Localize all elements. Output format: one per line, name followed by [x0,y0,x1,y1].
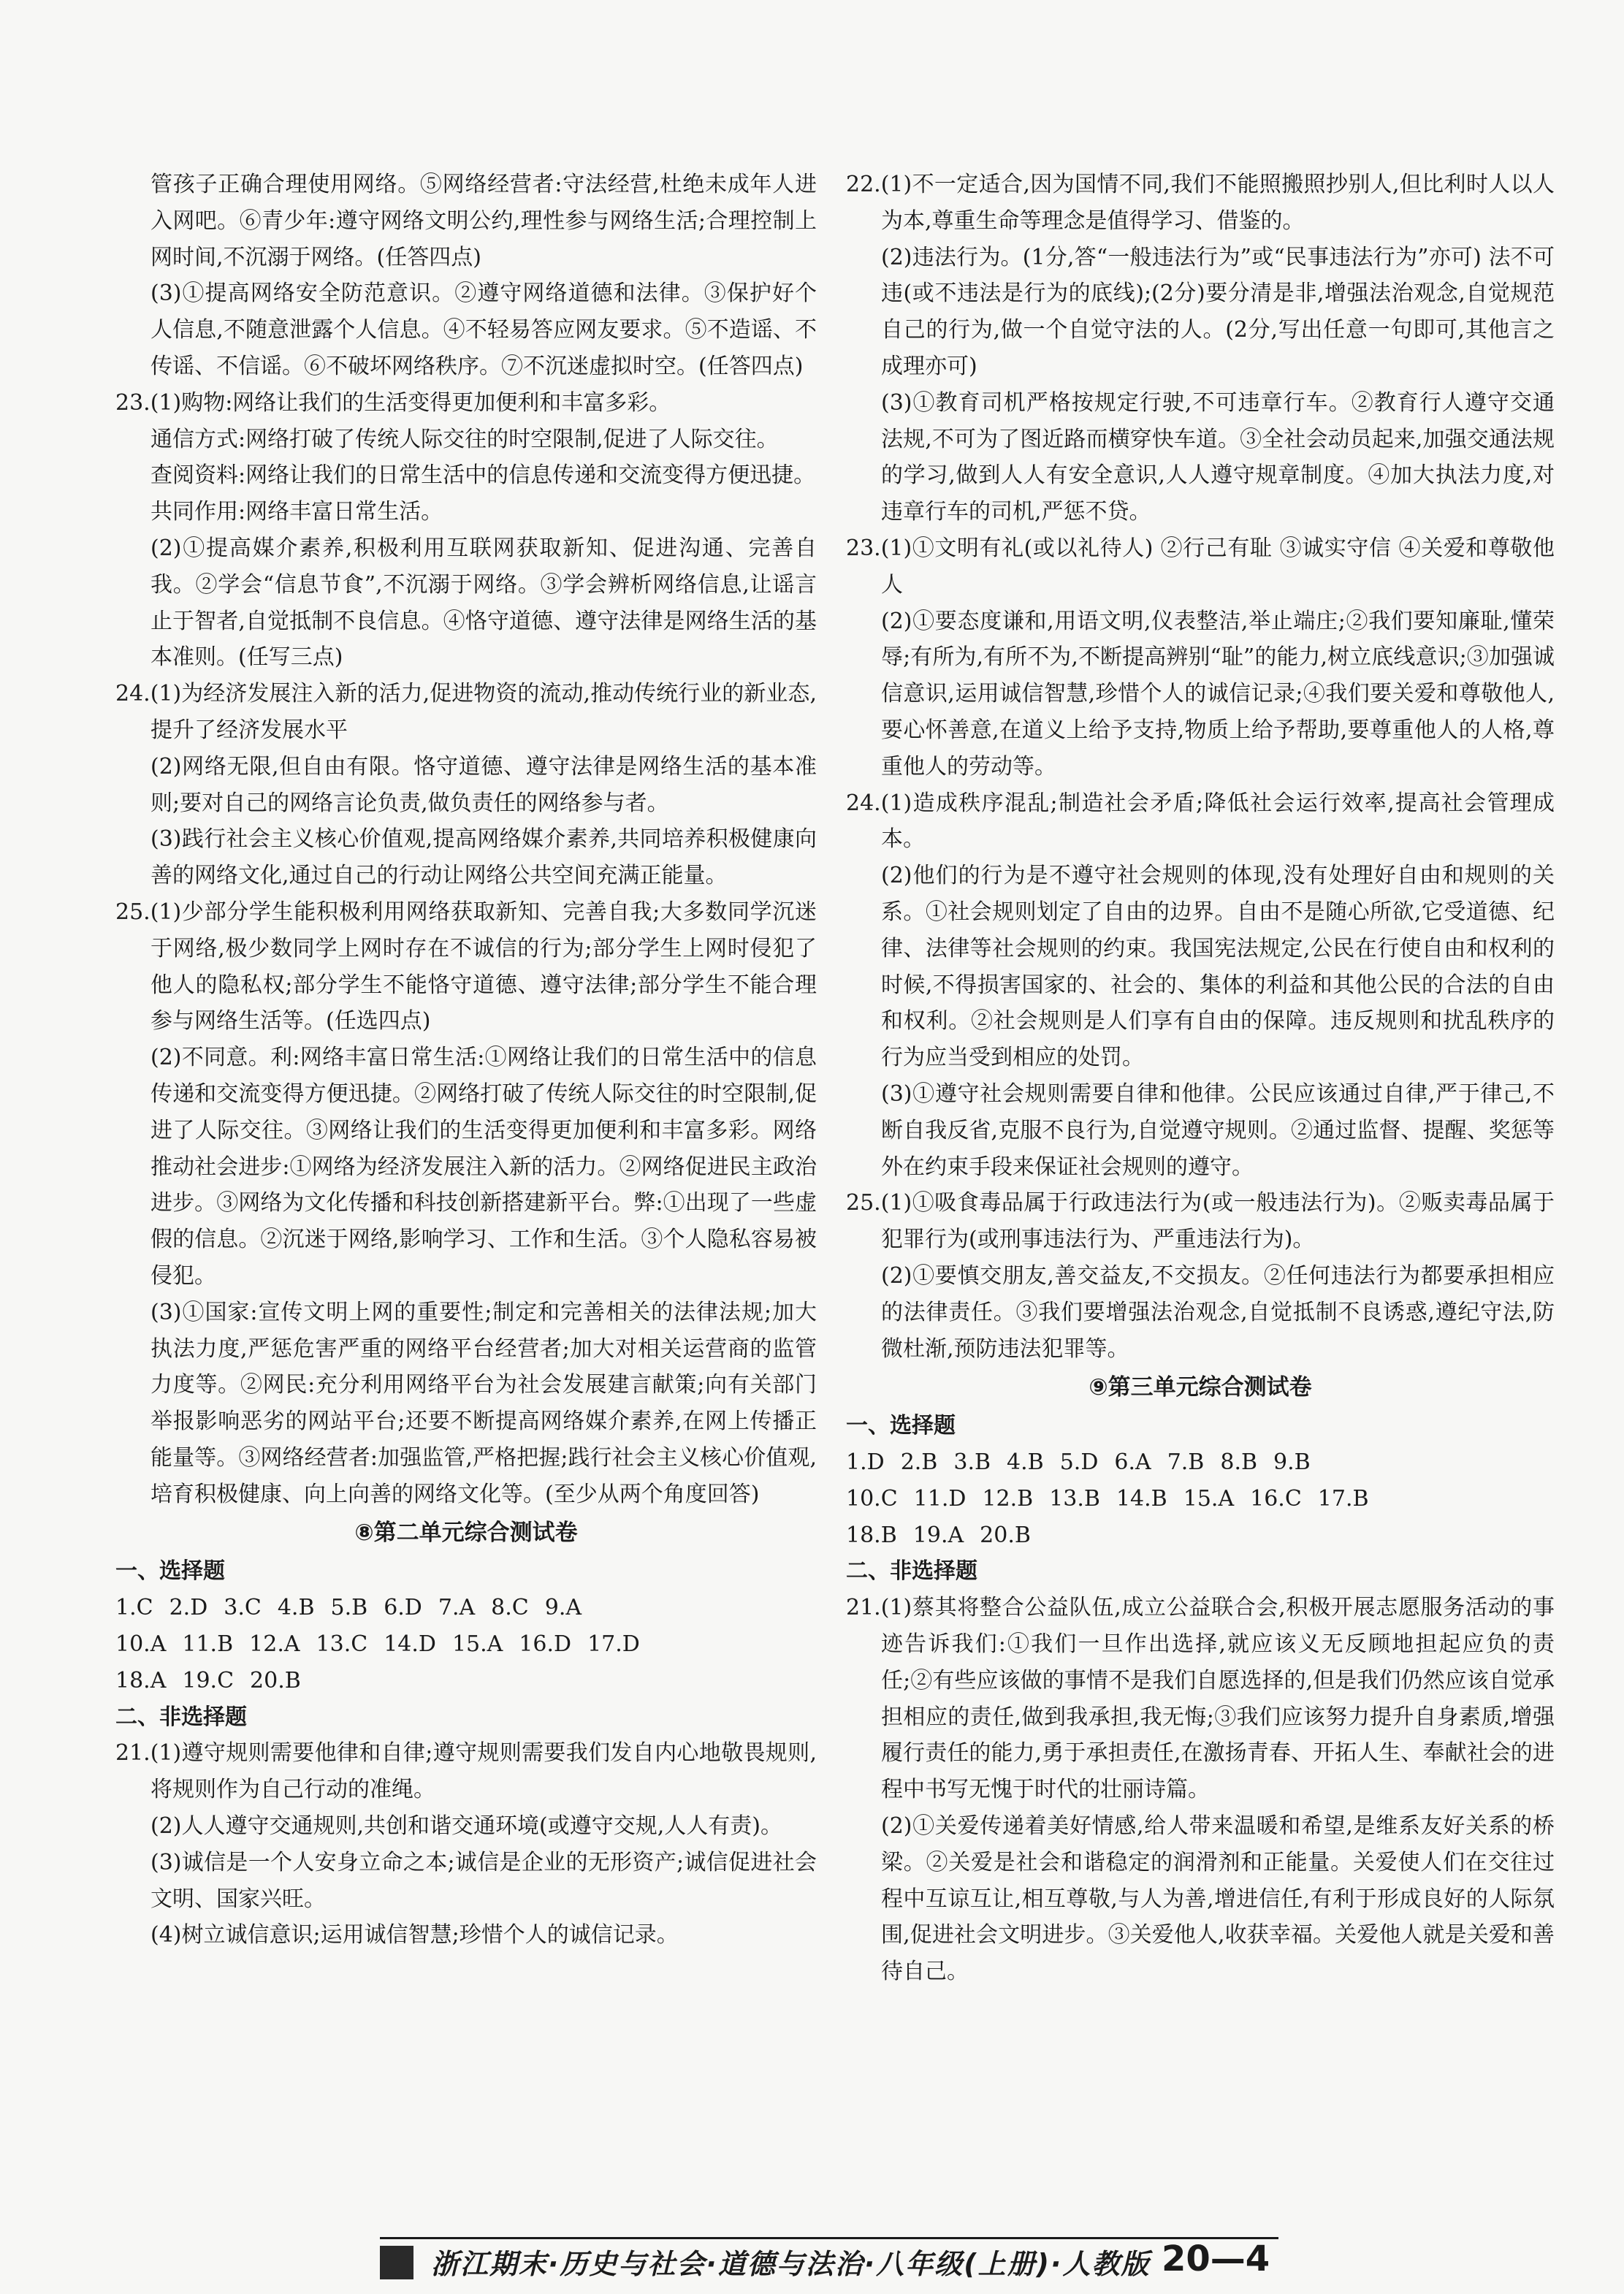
answer-paragraph: 23.(1)①文明有礼(或以礼待人) ②行己有耻 ③诚实守信 ④关爱和尊敬他人 [846,535,1555,598]
answer-paragraph: (2)①要态度谦和,用语文明,仪表整洁,举止端庄;②我们要知廉耻,懂荣辱;有所为,有所不为,不断提高辨别“耻”的能力,树立底线意识;③加强诚信意识,运用诚信智慧,珍惜个人的诚信记录;④我们要关爱和尊敬他人,要心怀善意,在道义上给予支持,物质上给予帮助,要尊重他人的人格,尊重他人的劳动等。 [881,608,1555,780]
answer-paragraph: 23.(1)购物:网络让我们的生活变得更加便利和丰富多彩。 [115,389,671,416]
answer-key: 3.C [224,1595,262,1621]
footer-rule [380,2237,1278,2239]
answer-key: 12.B [982,1485,1034,1512]
answer-paragraph: (2)①提高媒介素养,积极利用互联网获取新知、促进沟通、完善自我。②学会“信息节食”,不沉溺于网络。③学会辨析网络信息,让谣言止于智者,自觉抵制不良信息。④恪守道德、遵守法律是网络生活的基本准则。(任写三点) [150,535,817,671]
answer-key: 6.A [1114,1449,1151,1476]
answer-paragraph: 查阅资料:网络让我们的日常生活中的信息传递和交流变得方便迅捷。 [150,462,816,489]
answer-key: 17.B [1317,1485,1369,1512]
answer-key: 20.B [250,1667,301,1693]
answer-paragraph: (3)①教育司机严格按规定行驶,不可违章行车。②教育行人遵守交通法规,不可为了图近路而横穿快车道。③全社会动员起来,加强交通法规的学习,做到人人有安全意识,人人遵守规章制度。④加大执法力度,对违章行车的司机,严惩不贷。 [881,389,1555,525]
page-footer [0,2236,1624,2287]
answer-key: 9.B [1273,1449,1311,1476]
answer-key: 13.B [1049,1485,1100,1512]
answer-key-row [115,1663,817,1699]
answer-key-row [846,1444,1555,1481]
answer-paragraph: (3)诚信是一个人安身立命之本;诚信是企业的无形资产;诚信促进社会文明、国家兴旺。 [150,1849,817,1912]
answer-paragraph: 24.(1)为经济发展注入新的活力,促进物资的流动,推动传统行业的新业态,提升了经济发展水平 [115,681,817,743]
answer-key: 14.D [384,1631,436,1658]
answer-paragraph: 21.(1)遵守规则需要他律和自律;遵守规则需要我们发自内心地敬畏规则,将规则作为自己行动的准绳。 [115,1740,817,1803]
answer-key: 11.B [182,1631,234,1658]
section-title: ⑧第二单元综合测试卷 [354,1520,578,1547]
answer-paragraph: 25.(1)①吸食毒品属于行政违法行为(或一般违法行为)。②贩卖毒品属于犯罪行为(或刑事违法行为、严重违法行为)。 [846,1190,1555,1253]
answer-key: 10.C [846,1485,898,1512]
answer-key: 14.B [1116,1485,1167,1512]
answer-paragraph: (3)践行社会主义核心价值观,提高网络媒介素养,共同培养积极健康向善的网络文化,通过自己的行动让网络公共空间充满正能量。 [150,826,817,889]
section-subheading: 一、选择题 [115,1558,225,1585]
answer-paragraph: (2)人人遵守交通规则,共创和谐交通环境(或遵守交规,人人有责)。 [150,1813,782,1840]
section-subheading: 二、非选择题 [846,1558,977,1585]
answer-key: 18.B [846,1522,897,1548]
answer-key: 19.C [182,1667,235,1693]
answer-key: 4.B [277,1595,315,1621]
answer-paragraph: (3)①国家:宣传文明上网的重要性;制定和完善相关的法律法规;加大执法力度,严惩危害严重的网络平台经营者;加大对相关运营商的监管力度等。②网民:充分利用网络平台为社会发展建言献策;向有关部门举报影响恶劣的网站平台;还要不断提高网络媒介素养,在网上传播正能量等。③网络经营者:加强监管,严格把握;践行社会主义核心价值观,培育积极健康、向上向善的网络文化等。(至少从两个角度回答) [150,1299,817,1507]
answer-key: 5.D [1059,1449,1099,1476]
answer-paragraph: (3)①遵守社会规则需要自律和他律。公民应该通过自律,严于律己,不断自我反省,克服不良行为,自觉遵守规则。②通过监督、提醒、奖惩等外在约束手段来保证社会规则的遵守。 [881,1081,1555,1180]
answer-paragraph: (2)不同意。利:网络丰富日常生活:①网络让我们的日常生活中的信息传递和交流变得方便迅捷。②网络打破了传统人际交往的时空限制,促进了人际交往。③网络让我们的生活变得更加便利和丰富多彩。网络推动社会进步:①网络为经济发展注入新的活力。②网络促进民主政治进步。③网络为文化传播和科技创新搭建新平台。弊:①出现了一些虚假的信息。②沉迷于网络,影响学习、工作和生活。③个人隐私容易被侵犯。 [150,1045,817,1289]
left-column [115,167,817,1954]
answer-key: 3.B [953,1449,991,1476]
footer-block-icon [380,2246,413,2279]
answer-paragraph: (4)树立诚信意识;运用诚信智慧;珍惜个人的诚信记录。 [150,1922,679,1948]
answer-key: 2.B [900,1449,938,1476]
answer-paragraph: (3)①提高网络安全防范意识。②遵守网络道德和法律。③保护好个人信息,不随意泄露个人信息。④不轻易答应网友要求。⑤不造谣、不传谣、不信谣。⑥不破坏网络秩序。⑦不沉迷虚拟时空。(任答四点) [150,281,817,379]
answer-paragraph: (2)①要慎交朋友,善交益友,不交损友。②任何违法行为都要承担相应的法律责任。③我们要增强法治观念,自觉抵制不良诱惑,遵纪守法,防微杜渐,预防违法犯罪等。 [881,1262,1555,1362]
answer-key: 11.D [913,1485,967,1512]
right-column [846,167,1555,1990]
section-title: ⑨第三单元综合测试卷 [1089,1374,1312,1401]
answer-key-row [846,1481,1555,1517]
answer-paragraph: 22.(1)不一定适合,因为国情不同,我们不能照搬照抄别人,但比利时人以人为本,尊重生命等理念是值得学习、借鉴的。 [846,172,1555,234]
answer-paragraph: 管孩子正确合理使用网络。⑤网络经营者:守法经营,杜绝未成年人进入网吧。⑥青少年:遵守网络文明公约,理性参与网络生活;合理控制上网时间,不沉溺于网络。(任答四点) [150,172,817,270]
answer-paragraph: 24.(1)造成秩序混乱;制造社会矛盾;降低社会运行效率,提高社会管理成本。 [846,790,1555,853]
answer-paragraph: (2)网络无限,但自由有限。恪守道德、遵守法律是网络生活的基本准则;要对自己的网络言论负责,做负责任的网络参与者。 [150,753,817,816]
answer-key: 16.D [519,1631,572,1658]
answer-paragraph: 25.(1)少部分学生能积极利用网络获取新知、完善自我;大多数同学沉迷于网络,极少数同学上网时存在不诚信的行为;部分学生上网时侵犯了他人的隐私权;部分学生不能恪守道德、遵守法律;部分学生不能合理参与网络生活等。(任选四点) [115,899,817,1034]
answer-key: 2.D [169,1595,208,1621]
answer-key: 15.A [451,1631,503,1658]
answer-key: 17.D [587,1631,640,1658]
answer-key: 16.C [1250,1485,1302,1512]
answer-paragraph: 21.(1)蔡其将整合公益队伍,成立公益联合会,积极开展志愿服务活动的事迹告诉我们:①我们一旦作出选择,就应该义无反顾地担起应负的责任;②有些应该做的事情不是我们自愿选择的,但是我们仍然应该自觉承担相应的责任,做到我承担,我无悔;③我们应该努力提升自身素质,增强履行责任的能力,勇于承担责任,在激扬青春、开拓人生、奉献社会的进程中书写无愧于时代的壮丽诗篇。 [846,1595,1555,1803]
answer-key: 7.A [438,1595,476,1621]
answer-key: 8.B [1220,1449,1258,1476]
answer-key: 4.B [1007,1449,1044,1476]
answer-key: 10.A [115,1631,167,1658]
answer-key: 1.D [846,1449,885,1476]
answer-key: 6.D [384,1595,422,1621]
answer-key-row [846,1517,1555,1554]
footer-book-title: 浙江期末·历史与社会·道德与法治·八年级(上册)·人教版 [431,2248,1151,2280]
page-number: 20—4 [1162,2238,1270,2279]
answer-paragraph: (2)①关爱传递着美好情感,给人带来温暖和希望,是维系友好关系的桥梁。②关爱是社会和谐稳定的润滑剂和正能量。关爱使人们在交往过程中互谅互让,相互尊敬,与人为善,增进信任,有利于形成良好的人际氛围,促进社会文明进步。③关爱他人,收获幸福。关爱他人就是关爱和善待自己。 [881,1813,1555,1985]
answer-key: 15.A [1183,1485,1235,1512]
answer-key: 5.B [330,1595,368,1621]
answer-key: 9.A [544,1595,582,1621]
section-subheading: 二、非选择题 [115,1704,247,1730]
answer-paragraph: (2)违法行为。(1分,答“一般违法行为”或“民事违法行为”亦可) 法不可违(或不违法是行为的底线);(2分)要分清是非,增强法治观念,自觉规范自己的行为,做一个自觉守法的人。(2分,写出任意一句即可,其他言之成理亦可) [881,244,1555,379]
answer-key: 1.C [115,1595,153,1621]
answer-key-row [115,1590,817,1626]
answer-key: 18.A [115,1667,167,1693]
answer-paragraph: (2)他们的行为是不遵守社会规则的体现,没有处理好自由和规则的关系。①社会规则划定了自由的边界。自由不是随心所欲,它受道德、纪律、法律等社会规则的约束。我国宪法规定,公民在行使自由和权利的时候,不得损害国家的、社会的、集体的利益和其他公民的合法的自由和权利。②社会规则是人们享有自由的保障。违反规则和扰乱秩序的行为应当受到相应的处罚。 [881,863,1555,1071]
answer-key: 12.A [249,1631,300,1658]
answer-paragraph: 共同作用:网络丰富日常生活。 [150,499,443,525]
answer-key-row [115,1626,817,1663]
answer-key: 19.A [912,1522,964,1548]
answer-key: 20.B [980,1522,1031,1548]
answer-paragraph: 通信方式:网络打破了传统人际交往的时空限制,促进了人际交往。 [150,426,779,452]
answer-key: 8.C [491,1595,529,1621]
section-subheading: 一、选择题 [846,1413,956,1439]
answer-key: 7.B [1167,1449,1205,1476]
answer-key: 13.C [316,1631,368,1658]
